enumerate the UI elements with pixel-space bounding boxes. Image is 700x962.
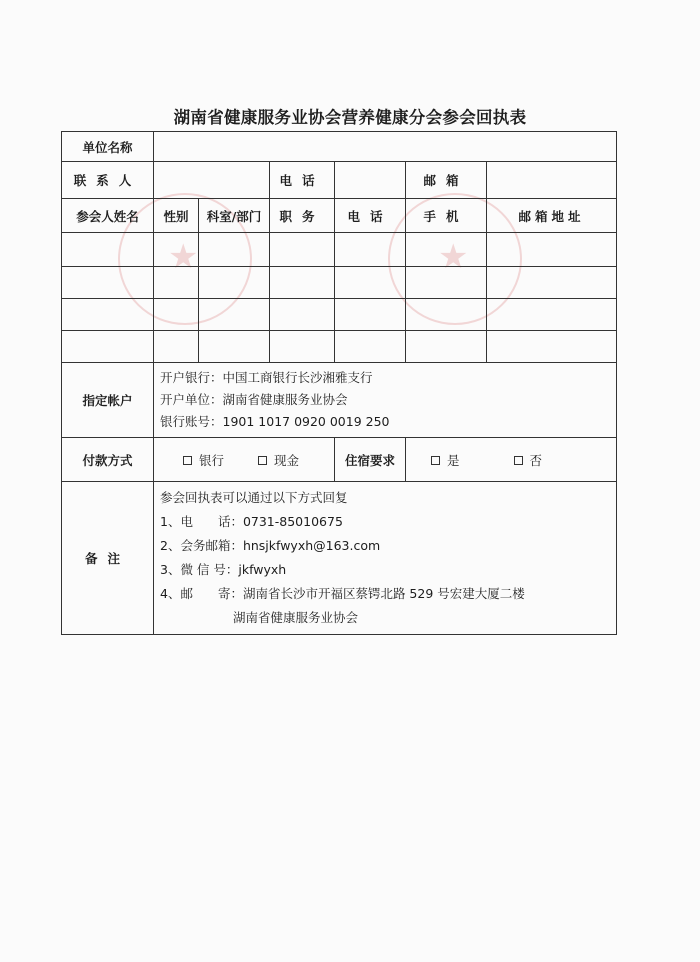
participant-position-cell[interactable] [270,267,335,299]
header-name: 参会人姓名 [62,199,154,233]
checkbox-icon [514,456,523,465]
participant-mobile-cell[interactable] [406,299,487,331]
checkbox-icon [258,456,267,465]
participant-gender-cell[interactable] [154,267,199,299]
notes-row [62,482,617,635]
checkbox-icon [431,456,440,465]
header-department: 科室/部门 [199,199,270,233]
lodging-option-no[interactable]: 否 [514,451,543,469]
participant-name-cell[interactable] [62,267,154,299]
header-position: 职务 [270,199,335,233]
unit-name-row [62,132,617,162]
participant-phone-cell[interactable] [335,299,406,331]
account-label: 指定帐户 [62,363,154,438]
participant-mobile-cell[interactable] [406,233,487,267]
email-field[interactable] [487,162,617,199]
account-row [62,363,617,438]
participants-header-row [62,199,617,233]
seal-stamp-right: ★ [388,193,522,325]
notes-label: 备注 [62,482,154,635]
participant-gender-cell[interactable] [154,331,199,363]
email-label: 邮箱 [406,162,487,199]
table-row [62,267,617,299]
payment-option-bank[interactable]: 银行 [183,451,224,469]
seal-stamp-left: ★ [118,193,252,325]
contact-label: 联系人 [62,162,154,199]
notes-content [154,482,617,635]
table-row [62,331,617,363]
participant-position-cell[interactable] [270,331,335,363]
unit-name-label: 单位名称 [62,132,154,162]
holder-line: 开户单位：湖南省健康服务业协会 [160,392,348,407]
phone-field[interactable] [335,162,406,199]
participant-department-cell[interactable] [199,267,270,299]
lodging-label: 住宿要求 [335,438,406,482]
account-details [154,363,617,438]
notes-intro: 参会回执表可以通过以下方式回复 [160,490,348,505]
participant-phone-cell[interactable] [335,233,406,267]
payment-options [154,438,335,482]
header-gender: 性别 [154,199,199,233]
header-phone: 电话 [335,199,406,233]
unit-name-field[interactable] [154,132,617,162]
participant-name-cell[interactable] [62,331,154,363]
page-title: 湖南省健康服务业协会营养健康分会参会回执表 [173,108,527,127]
participant-phone-cell[interactable] [335,331,406,363]
participant-department-cell[interactable] [199,233,270,267]
notes-wechat-line: 3、微 信 号：jkfwyxh [160,562,287,577]
contact-row [62,162,617,199]
header-mobile: 手机 [406,199,487,233]
participant-gender-cell[interactable] [154,233,199,267]
participant-mobile-cell[interactable] [406,331,487,363]
table-row [62,299,617,331]
participant-department-cell[interactable] [199,331,270,363]
participant-gender-cell[interactable] [154,299,199,331]
lodging-options [406,438,617,482]
receipt-form [61,131,617,635]
phone-label: 电话 [270,162,335,199]
participant-email-cell[interactable] [487,299,617,331]
notes-phone-line: 1、电 话：0731-85010675 [160,514,343,529]
participant-position-cell[interactable] [270,299,335,331]
notes-mail-line: 4、邮 寄：湖南省长沙市开福区蔡锷北路 529 号宏建大厦二楼 [160,586,525,601]
payment-option-cash[interactable]: 现金 [258,451,299,469]
notes-email-line: 2、会务邮箱：hnsjkfwyxh@163.com [160,538,381,553]
bank-line: 开户银行：中国工商银行长沙湘雅支行 [160,370,373,385]
participant-email-cell[interactable] [487,233,617,267]
participant-position-cell[interactable] [270,233,335,267]
payment-method-label: 付款方式 [62,438,154,482]
participant-phone-cell[interactable] [335,267,406,299]
account-number-line: 银行账号：1901 1017 0920 0019 250 [160,414,390,429]
checkbox-icon [183,456,192,465]
participant-email-cell[interactable] [487,331,617,363]
participant-department-cell[interactable] [199,299,270,331]
header-email-address: 邮箱地址 [487,199,617,233]
payment-lodging-row [62,438,617,482]
participant-mobile-cell[interactable] [406,267,487,299]
table-row [62,233,617,267]
participant-name-cell[interactable] [62,299,154,331]
notes-mail-recipient: 湖南省健康服务业协会 [233,610,359,625]
lodging-option-yes[interactable]: 是 [431,451,460,469]
participant-email-cell[interactable] [487,267,617,299]
contact-field[interactable] [154,162,270,199]
participant-name-cell[interactable] [62,233,154,267]
